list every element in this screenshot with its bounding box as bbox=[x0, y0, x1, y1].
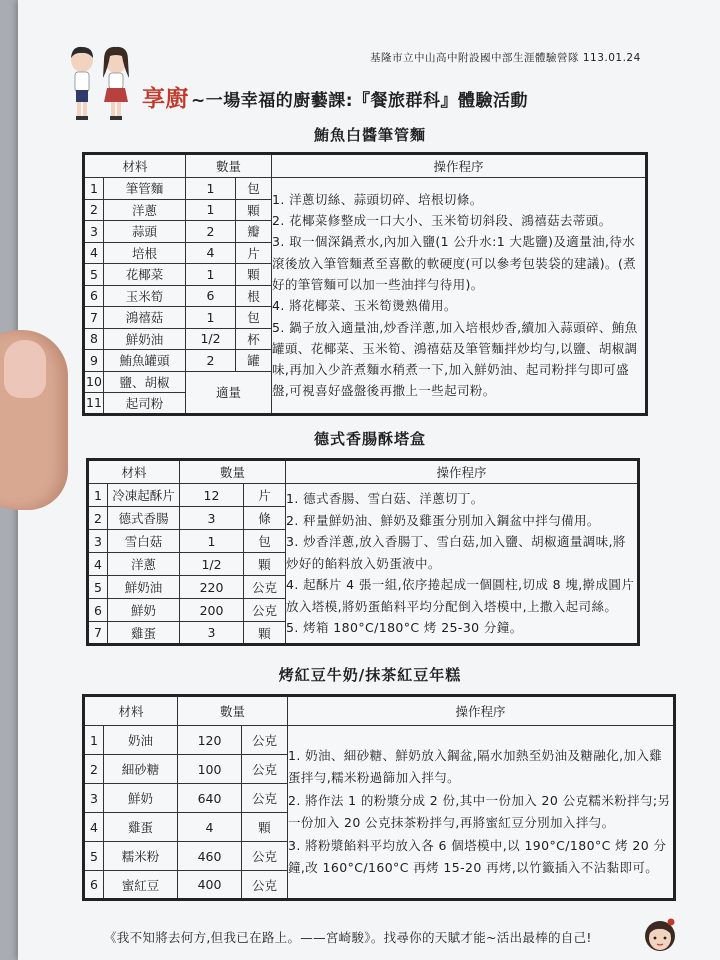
row-num: 3 bbox=[84, 784, 104, 813]
ingredient-name: 鮪魚罐頭 bbox=[104, 350, 186, 372]
thumb-nail bbox=[4, 340, 46, 398]
ingredient-qty: 12 bbox=[180, 484, 244, 507]
ingredient-qty: 4 bbox=[186, 242, 236, 264]
handout-sheet bbox=[18, 0, 720, 960]
procedure-step: 1. 奶油、細砂糖、鮮奶放入鋼盆,隔水加熱至奶油及糖融化,加入雞蛋拌勻,糯米粉過篩加入拌勻。 bbox=[288, 747, 663, 785]
col-ingredients: 材料 bbox=[88, 460, 180, 484]
ingredient-unit: 公克 bbox=[242, 842, 288, 871]
ingredient-unit: 公克 bbox=[242, 871, 288, 900]
kids-illustration-icon bbox=[66, 44, 138, 128]
ingredient-unit: 公克 bbox=[244, 599, 286, 622]
ingredient-qty: 460 bbox=[178, 842, 242, 871]
ingredient-qty: 3 bbox=[180, 507, 244, 530]
row-num: 3 bbox=[88, 530, 108, 553]
ingredient-qty: 3 bbox=[180, 622, 244, 645]
footer-quote: 《我不知將去何方,但我已在路上。——宮崎駿》。找尋你的天賦才能~活出最棒的自己! bbox=[104, 930, 592, 945]
ingredient-name: 奶油 bbox=[104, 726, 178, 755]
ingredient-name: 雪白菇 bbox=[108, 530, 180, 553]
ingredient-qty: 適量 bbox=[186, 371, 272, 414]
ingredient-qty: 640 bbox=[178, 784, 242, 813]
procedure-cell bbox=[286, 484, 639, 645]
ingredient-name: 冷凍起酥片 bbox=[108, 484, 180, 507]
ingredient-name: 鮮奶 bbox=[108, 599, 180, 622]
ingredient-unit: 顆 bbox=[242, 813, 288, 842]
table-header-row bbox=[84, 696, 675, 726]
ingredient-unit: 根 bbox=[236, 285, 272, 307]
ingredient-name: 細砂糖 bbox=[104, 755, 178, 784]
row-num: 7 bbox=[84, 307, 104, 329]
ingredient-unit: 條 bbox=[244, 507, 286, 530]
ingredient-unit: 顆 bbox=[236, 199, 272, 221]
row-num: 2 bbox=[84, 755, 104, 784]
girl-avatar-icon bbox=[638, 912, 682, 956]
ingredient-name: 起司粉 bbox=[104, 393, 186, 415]
ingredient-name: 鮮奶油 bbox=[108, 576, 180, 599]
title-big: 享廚 bbox=[142, 86, 189, 112]
row-num: 1 bbox=[88, 484, 108, 507]
procedure-step: 2. 秤量鮮奶油、鮮奶及雞蛋分別加入鋼盆中拌勻備用。 bbox=[286, 512, 600, 528]
recipe-2-title: 德式香腸酥塔盒 bbox=[313, 430, 426, 448]
ingredient-unit: 瓣 bbox=[236, 221, 272, 243]
row-num: 5 bbox=[84, 264, 104, 286]
ingredient-qty: 1/2 bbox=[180, 553, 244, 576]
row-num: 11 bbox=[84, 393, 104, 415]
col-ingredients: 材料 bbox=[84, 154, 186, 178]
ingredient-name: 雞蛋 bbox=[108, 622, 180, 645]
ingredient-unit: 顆 bbox=[244, 622, 286, 645]
col-qty: 數量 bbox=[186, 154, 272, 178]
ingredient-qty: 220 bbox=[180, 576, 244, 599]
ingredient-unit: 顆 bbox=[244, 553, 286, 576]
col-qty: 數量 bbox=[180, 460, 286, 484]
procedure-cell bbox=[272, 178, 647, 415]
ingredient-qty: 200 bbox=[180, 599, 244, 622]
ingredient-qty: 2 bbox=[186, 350, 236, 372]
ingredient-qty: 1 bbox=[186, 178, 236, 200]
ingredient-qty: 4 bbox=[178, 813, 242, 842]
ingredient-qty: 2 bbox=[186, 221, 236, 243]
ingredient-name: 德式香腸 bbox=[108, 507, 180, 530]
ingredient-name: 蒜頭 bbox=[104, 221, 186, 243]
ingredient-unit: 顆 bbox=[236, 264, 272, 286]
row-num: 1 bbox=[84, 178, 104, 200]
ingredient-name: 鮮奶 bbox=[104, 784, 178, 813]
table-row bbox=[84, 726, 675, 755]
row-num: 2 bbox=[84, 199, 104, 221]
col-qty: 數量 bbox=[178, 696, 288, 726]
row-num: 4 bbox=[84, 813, 104, 842]
row-num: 10 bbox=[84, 371, 104, 393]
recipe-3-table bbox=[82, 694, 676, 901]
ingredient-name: 洋蔥 bbox=[108, 553, 180, 576]
ingredient-name: 鮮奶油 bbox=[104, 328, 186, 350]
ingredient-name: 花椰菜 bbox=[104, 264, 186, 286]
ingredient-unit: 公克 bbox=[242, 726, 288, 755]
row-num: 9 bbox=[84, 350, 104, 372]
procedure-step: 3. 炒香洋蔥,放入香腸丁、雪白菇,加入鹽、胡椒適量調味,將炒好的餡料放入奶蛋液中。 bbox=[286, 534, 626, 571]
ingredient-unit: 公克 bbox=[242, 784, 288, 813]
ingredient-unit: 罐 bbox=[236, 350, 272, 372]
procedure-step: 4. 起酥片 4 張一組,依序捲起成一個圓柱,切成 8 塊,擀成圓片放入塔模,將奶蛋餡料平均分配倒入塔模中,上撒入起司絲。 bbox=[286, 577, 635, 614]
procedure-step: 1. 洋蔥切絲、蒜頭切碎、培根切條。 bbox=[272, 191, 483, 207]
row-num: 7 bbox=[88, 622, 108, 645]
ingredient-name: 鹽、胡椒 bbox=[104, 371, 186, 393]
ingredient-qty: 6 bbox=[186, 285, 236, 307]
ingredient-unit: 片 bbox=[236, 242, 272, 264]
ingredient-name: 鴻禧菇 bbox=[104, 307, 186, 329]
ingredient-name: 培根 bbox=[104, 242, 186, 264]
row-num: 4 bbox=[84, 242, 104, 264]
procedure-step: 5. 烤箱 180°C/180°C 烤 25-30 分鐘。 bbox=[286, 620, 523, 636]
ingredient-unit: 片 bbox=[244, 484, 286, 507]
ingredient-unit: 杯 bbox=[236, 328, 272, 350]
table-header-row bbox=[84, 154, 647, 178]
ingredient-qty: 120 bbox=[178, 726, 242, 755]
row-num: 5 bbox=[84, 842, 104, 871]
table-row bbox=[84, 178, 647, 200]
ingredient-unit: 公克 bbox=[244, 576, 286, 599]
row-num: 4 bbox=[88, 553, 108, 576]
procedure-step: 4. 將花椰菜、玉米筍燙熟備用。 bbox=[272, 298, 457, 314]
procedure-step: 1. 德式香腸、雪白菇、洋蔥切丁。 bbox=[286, 490, 484, 506]
row-num: 6 bbox=[84, 285, 104, 307]
procedure-step: 5. 鍋子放入適量油,炒香洋蔥,加入培根炒香,續加入蒜頭碎、鮪魚罐頭、花椰菜、玉米筍、鴻禧菇及筆管麵拌炒均勻,以鹽、胡椒調味,再加入少許煮麵水稍煮一下,加入鮮奶油、起司粉拌勻即可盛盤,可視喜好盛盤後再撒上一些起司粉。 bbox=[272, 319, 638, 399]
header-meta: 基隆市立中山高中附設國中部生涯體驗營隊 113.01.24 bbox=[370, 52, 641, 64]
procedure-step: 3. 取一個深鍋煮水,內加入鹽(1 公升水:1 大匙鹽)及適量油,待水滾後放入筆管麵煮至喜歡的軟硬度(可以參考包裝袋的建議)。(煮好的筆管麵可以加一些油拌勻待用)。 bbox=[272, 234, 637, 292]
table-row bbox=[88, 484, 639, 507]
ingredient-qty: 400 bbox=[178, 871, 242, 900]
ingredient-unit: 包 bbox=[236, 178, 272, 200]
row-num: 6 bbox=[84, 871, 104, 900]
recipe-3-title: 烤紅豆牛奶/抹茶紅豆年糕 bbox=[278, 666, 462, 684]
ingredient-unit: 包 bbox=[244, 530, 286, 553]
row-num: 5 bbox=[88, 576, 108, 599]
procedure-step: 2. 將作法 1 的粉漿分成 2 份,其中一份加入 20 公克糯米粉拌勻;另一份加入 20 公克抹茶粉拌勻,再將蜜紅豆分別加入拌勻。 bbox=[288, 792, 671, 830]
col-proc: 操作程序 bbox=[272, 154, 647, 178]
page-title bbox=[142, 80, 528, 113]
procedure-cell bbox=[288, 726, 675, 900]
ingredient-name: 糯米粉 bbox=[104, 842, 178, 871]
col-proc: 操作程序 bbox=[286, 460, 639, 484]
recipe-1-table bbox=[82, 152, 648, 416]
table-header-row bbox=[88, 460, 639, 484]
col-proc: 操作程序 bbox=[288, 696, 675, 726]
ingredient-qty: 1 bbox=[186, 264, 236, 286]
recipe-2-table bbox=[86, 458, 640, 646]
row-num: 3 bbox=[84, 221, 104, 243]
ingredient-name: 玉米筍 bbox=[104, 285, 186, 307]
ingredient-qty: 1 bbox=[180, 530, 244, 553]
ingredient-qty: 1/2 bbox=[186, 328, 236, 350]
title-rest: ~一場幸福的廚藝課:『餐旅群科』體驗活動 bbox=[191, 91, 529, 111]
row-num: 1 bbox=[84, 726, 104, 755]
col-ingredients: 材料 bbox=[84, 696, 178, 726]
row-num: 8 bbox=[84, 328, 104, 350]
holding-thumb bbox=[0, 330, 68, 510]
ingredient-name: 雞蛋 bbox=[104, 813, 178, 842]
recipe-1-title: 鮪魚白醬筆管麵 bbox=[313, 126, 426, 144]
procedure-step: 3. 將粉漿餡料平均放入各 6 個塔模中,以 190°C/180°C 烤 20 分鐘,改 160°C/160°C 再烤 15-20 再烤,以竹籤插入不沾黏即可。 bbox=[288, 837, 667, 875]
row-num: 6 bbox=[88, 599, 108, 622]
ingredient-unit: 包 bbox=[236, 307, 272, 329]
ingredient-qty: 100 bbox=[178, 755, 242, 784]
ingredient-name: 蜜紅豆 bbox=[104, 871, 178, 900]
procedure-step: 2. 花椰菜修整成一口大小、玉米筍切斜段、鴻禧菇去蒂頭。 bbox=[272, 213, 612, 229]
ingredient-qty: 1 bbox=[186, 199, 236, 221]
row-num: 2 bbox=[88, 507, 108, 530]
ingredient-qty: 1 bbox=[186, 307, 236, 329]
ingredient-name: 洋蔥 bbox=[104, 199, 186, 221]
ingredient-unit: 公克 bbox=[242, 755, 288, 784]
ingredient-name: 筆管麵 bbox=[104, 178, 186, 200]
